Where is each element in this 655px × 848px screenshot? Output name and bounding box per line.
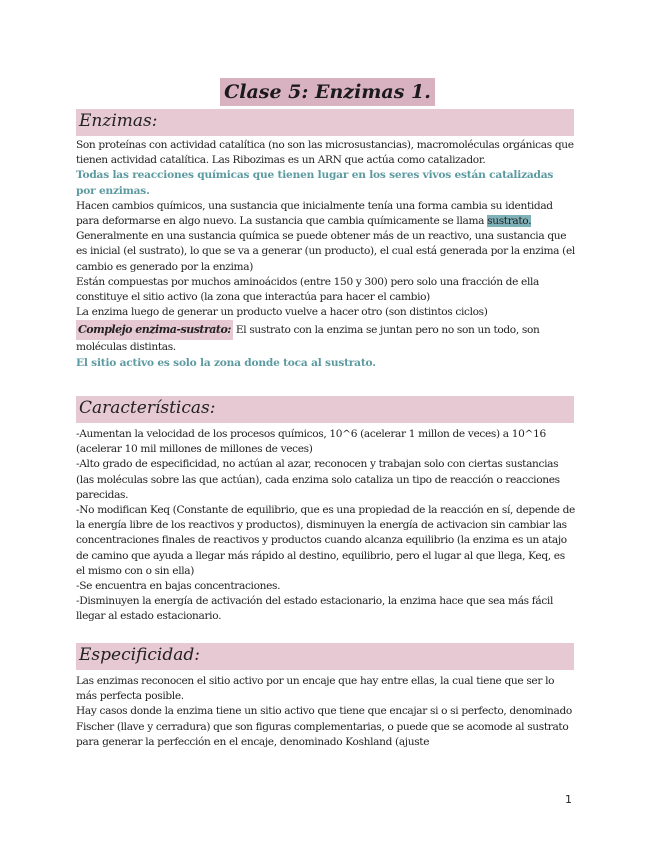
section-body-caracteristicas	[76, 427, 576, 625]
paragraph: Las enzimas reconocen el sitio activo por un encaje que hay entre ellas, la cual tiene que ser lo más perfecta posible.	[76, 675, 555, 703]
paragraph-text: El sustrato con la enzima se juntan pero no son un todo, son moléculas distintas.	[76, 324, 540, 354]
list-item: -Disminuyen la energía de activación del estado estacionario, la enzima hace que sea más fácil llegar al estado estacionario.	[76, 595, 553, 623]
highlighted-term: sustrato.	[487, 215, 532, 228]
section-heading-label: Enzimas:	[79, 111, 158, 131]
list-item: -Aumentan la velocidad de los procesos químicos, 10^6 (acelerar 1 millon de veces) a 10^16 (acelerar 10 mil millones de millones de veces)	[76, 428, 546, 456]
list-item: -Alto grado de especificidad, no actúan al azar, reconocen y trabajan solo con ciertas sustancias (las moléculas sobre las que actúan), cada enzima solo cataliza un tipo de reacción o reacciones parecidas.	[76, 458, 560, 501]
page-title: Clase 5: Enzimas 1.	[220, 78, 435, 106]
list-item: -Se encuentra en bajas concentraciones.	[76, 580, 281, 593]
section-body-especificidad	[76, 674, 576, 750]
section-heading-especificidad	[76, 643, 574, 670]
section-heading-caracteristicas	[76, 396, 574, 423]
paragraph: Hay casos donde la enzima tiene un sitio activo que tiene que encajar si o si perfecto, denominado Fischer (llave y cerradura) que son figuras complementarias, o puede que se acomode al sustrato para generar la perfección en el encaje, denominado Koshland (ajuste	[76, 705, 572, 748]
highlight-statement: Todas las reacciones químicas que tienen lugar en los seres vivos están catalizadas por enzimas.	[76, 169, 554, 197]
paragraph	[76, 199, 576, 229]
paragraph-text: Hacen cambios químicos, una sustancia que inicialmente tenía una forma cambia su identidad para deformarse en algo nuevo. La sustancia que cambia químicamente se llama	[76, 199, 553, 228]
title-container	[0, 78, 655, 106]
section-heading-label: Características:	[79, 398, 216, 418]
section-body-enzimas	[76, 138, 576, 371]
subheading-complejo: Complejo enzima-sustrato:	[76, 320, 233, 340]
section-heading-enzimas	[76, 109, 574, 136]
paragraph: Están compuestas por muchos aminoácidos (entre 150 y 300) pero solo una fracción de ella constituye el sitio activo (la zona que interactúa para hacer el cambio)	[76, 275, 540, 304]
section-heading-label: Especificidad:	[79, 645, 200, 665]
paragraph	[76, 320, 576, 355]
paragraph: Son proteínas con actividad catalítica (no son las microsustancias), macromoléculas orgánicas que tienen actividad catalítica. Las Ribozimas es un ARN que actúa como catalizador.	[76, 139, 574, 167]
page-number: 1	[565, 793, 572, 806]
list-item: -No modifican Keq (Constante de equilibrio, que es una propiedad de la reacción en sí, depende de la energía libre de los reactivos y productos), disminuyen la energía de activacion sin cambiar las concentraciones finales de reactivos y productos cuando alcanza equilibrio (la enzima es un atajo de camino que ayuda a llegar más rápido al destino, equilibrio, pero el lugar al que llega, Keq, es el mismo con o sin ella)	[76, 504, 575, 577]
highlight-statement: El sitio activo es solo la zona donde toca al sustrato.	[76, 356, 376, 369]
paragraph: La enzima luego de generar un producto vuelve a hacer otro (son distintos ciclos)	[76, 306, 488, 319]
paragraph: Generalmente en una sustancia química se puede obtener más de un reactivo, una sustancia que es inicial (el sustrato), lo que se va a generar (un producto), el cual está generada por la enzima (el cambio es generado por la enzima)	[76, 230, 575, 273]
